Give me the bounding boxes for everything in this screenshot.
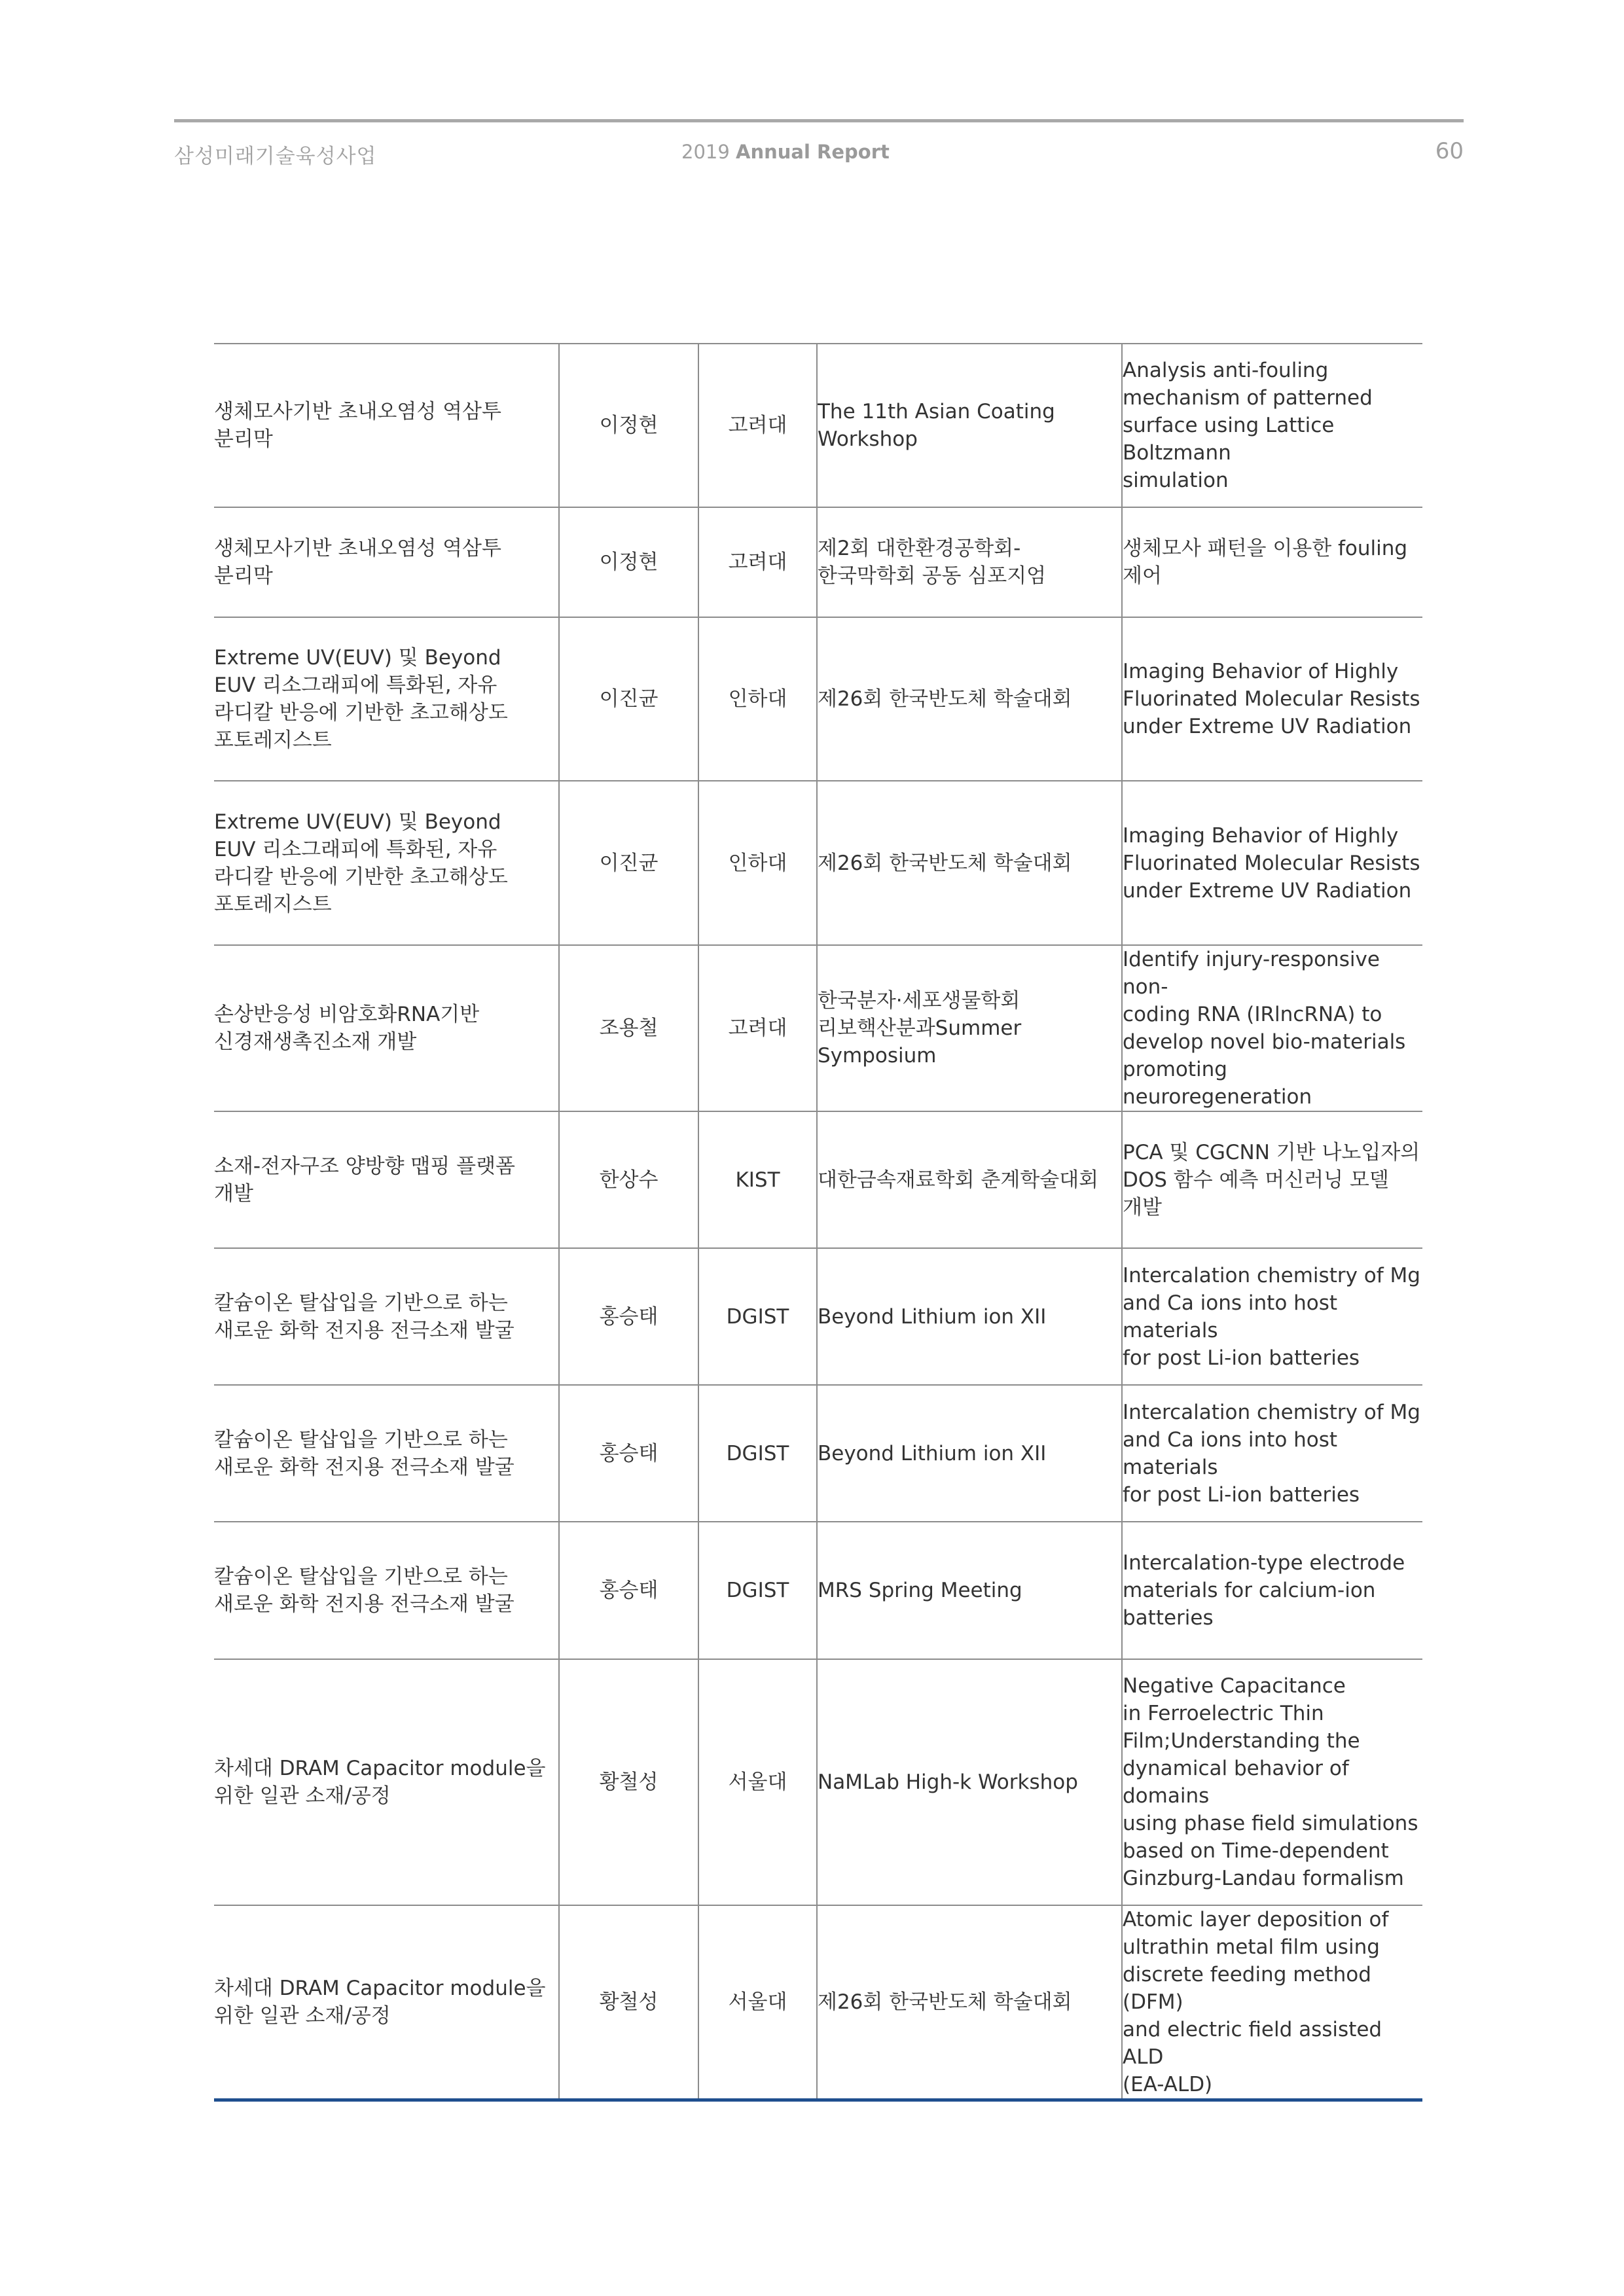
conference-name: 제26회 한국반도체 학술대회 (818, 1990, 1072, 2014)
table-row (214, 945, 1422, 1111)
project-title-cell (214, 1111, 559, 1248)
institution-name: 인하대 (728, 851, 787, 875)
paper-cell (1122, 945, 1422, 1111)
paper-cell (1122, 1385, 1422, 1522)
project-title-cell (214, 1248, 559, 1385)
researcher-name: 조용철 (599, 1016, 659, 1040)
table-row (214, 344, 1422, 507)
institution-cell (698, 617, 817, 781)
researcher-name: 이정현 (599, 550, 659, 574)
paper-title: Negative Capacitance in Ferroelectric Thin Film;Understanding the dynamical behavior of domains using phase field simulations based on Time-dependent Ginzburg-Landau formalism (1123, 1674, 1418, 1890)
project-title-cell (214, 1659, 559, 1905)
project-title-cell (214, 781, 559, 945)
table-row (214, 1385, 1422, 1522)
paper-title: PCA 및 CGCNN 기반 나노입자의 DOS 함수 예측 머신러닝 모델 개발 (1123, 1140, 1420, 1219)
paper-title: Atomic layer deposition of ultrathin metal film using discrete feeding method (DFM) and electric field assisted ALD (EA-ALD) (1123, 1908, 1389, 2096)
project-title: 칼슘이온 탈삽입을 기반으로 하는 새로운 화학 전지용 전극소재 발굴 (214, 1427, 514, 1479)
institution-name: 인하대 (728, 687, 787, 711)
conference-name: MRS Spring Meeting (818, 1579, 1022, 1602)
institution-name: 고려대 (728, 550, 787, 574)
institution-name: 서울대 (728, 1770, 787, 1794)
report-label: Annual Report (736, 141, 890, 163)
institution-cell (698, 1248, 817, 1385)
conference-name: NaMLab High-k Workshop (818, 1770, 1078, 1794)
conference-name: 제2회 대한환경공학회- 한국막학회 공동 심포지엄 (818, 537, 1047, 588)
project-title: 생체모사기반 초내오염성 역삼투 분리막 (214, 537, 501, 588)
institution-cell (698, 1522, 817, 1659)
paper-cell (1122, 781, 1422, 945)
project-title: 소재-전자구조 양방향 맵핑 플랫폼 개발 (214, 1154, 515, 1206)
paper-title: 생체모사 패턴을 이용한 fouling 제어 (1123, 537, 1408, 588)
institution-cell (698, 1659, 817, 1905)
researcher-name: 한상수 (599, 1168, 659, 1192)
paper-title: Imaging Behavior of Highly Fluorinated Molecular Resists under Extreme UV Radiation (1123, 823, 1420, 903)
project-title-cell (214, 1905, 559, 2100)
paper-cell (1122, 507, 1422, 617)
researcher-cell (559, 344, 698, 507)
project-title: 차세대 DRAM Capacitor module을 위한 일관 소재/공정 (214, 1757, 546, 1808)
table-row (214, 1522, 1422, 1659)
conference-name: 한국분자·세포생물학회 리보핵산분과Summer Symposium (818, 989, 1022, 1067)
researcher-cell (559, 1248, 698, 1385)
institution-cell (698, 1905, 817, 2100)
project-title-cell (214, 1385, 559, 1522)
institution-cell (698, 507, 817, 617)
researcher-name: 이진균 (599, 851, 659, 875)
researcher-cell (559, 1905, 698, 2100)
paper-cell (1122, 1248, 1422, 1385)
awards-table-container (214, 343, 1422, 2102)
researcher-name: 홍승태 (599, 1304, 659, 1329)
paper-cell (1122, 1522, 1422, 1659)
project-title-cell (214, 945, 559, 1111)
project-title-cell (214, 1522, 559, 1659)
project-title: 칼슘이온 탈삽입을 기반으로 하는 새로운 화학 전지용 전극소재 발굴 (214, 1291, 514, 1342)
report-year: 2019 (681, 141, 730, 163)
institution-cell (698, 781, 817, 945)
paper-cell (1122, 1905, 1422, 2100)
conference-cell (817, 617, 1122, 781)
project-title-cell (214, 617, 559, 781)
paper-title: Imaging Behavior of Highly Fluorinated Molecular Resists under Extreme UV Radiation (1123, 660, 1420, 738)
institution-cell (698, 344, 817, 507)
researcher-cell (559, 1659, 698, 1905)
table-row (214, 1659, 1422, 1905)
conference-name: 제26회 한국반도체 학술대회 (818, 851, 1072, 875)
researcher-name: 황철성 (599, 1990, 659, 2014)
table-row (214, 781, 1422, 945)
program-name: 삼성미래기술육성사업 (174, 145, 377, 168)
conference-cell (817, 1111, 1122, 1248)
researcher-cell (559, 617, 698, 781)
institution-name: 고려대 (728, 1016, 787, 1040)
institution-cell (698, 1385, 817, 1522)
institution-name: 서울대 (728, 1990, 787, 2014)
researcher-name: 홍승태 (599, 1441, 659, 1465)
researcher-cell (559, 1385, 698, 1522)
conference-cell (817, 1905, 1122, 2100)
paper-title: Intercalation chemistry of Mg and Ca ions into host materials for post Li-ion batteries (1123, 1263, 1420, 1370)
page-number: 60 (1435, 138, 1464, 164)
conference-cell (817, 1385, 1122, 1522)
conference-name: The 11th Asian Coating Workshop (818, 400, 1055, 451)
paper-cell (1122, 1111, 1422, 1248)
conference-cell (817, 1659, 1122, 1905)
project-title: 손상반응성 비암호화RNA기반 신경재생촉진소재 개발 (214, 1003, 480, 1054)
paper-title: Intercalation chemistry of Mg and Ca ions into host materials for post Li-ion batteries (1123, 1400, 1420, 1507)
project-title: 차세대 DRAM Capacitor module을 위한 일관 소재/공정 (214, 1977, 546, 2028)
researcher-cell (559, 507, 698, 617)
awards-table (214, 343, 1422, 2102)
conference-cell (817, 945, 1122, 1111)
conference-name: Beyond Lithium ion XII (818, 1304, 1047, 1329)
researcher-name: 황철성 (599, 1770, 659, 1794)
page-header (174, 119, 1464, 178)
conference-cell (817, 344, 1122, 507)
researcher-cell (559, 1522, 698, 1659)
conference-cell (817, 507, 1122, 617)
paper-cell (1122, 1659, 1422, 1905)
project-title: Extreme UV(EUV) 및 Beyond EUV 리소그래피에 특화된, 자유 라디칼 반응에 기반한 초고해상도 포토레지스트 (214, 646, 508, 752)
table-row (214, 1111, 1422, 1248)
table-row (214, 507, 1422, 617)
researcher-name: 이정현 (599, 414, 659, 437)
paper-title: Intercalation-type electrode materials for calcium-ion batteries (1123, 1551, 1405, 1630)
table-row (214, 1248, 1422, 1385)
project-title-cell (214, 507, 559, 617)
institution-name: DGIST (726, 1441, 789, 1465)
conference-name: 대한금속재료학회 춘계학술대회 (818, 1168, 1099, 1192)
paper-cell (1122, 617, 1422, 781)
report-title (681, 141, 890, 163)
institution-name: DGIST (726, 1579, 789, 1602)
paper-title: Identify injury-responsive non- coding RNA (IRlncRNA) to develop novel bio-materials promoting neuroregeneration (1123, 948, 1406, 1109)
project-title: 칼슘이온 탈삽입을 기반으로 하는 새로운 화학 전지용 전극소재 발굴 (214, 1565, 514, 1616)
institution-name: KIST (735, 1168, 780, 1192)
conference-cell (817, 1248, 1122, 1385)
conference-cell (817, 1522, 1122, 1659)
institution-cell (698, 1111, 817, 1248)
researcher-cell (559, 1111, 698, 1248)
conference-name: Beyond Lithium ion XII (818, 1441, 1047, 1465)
institution-name: 고려대 (728, 414, 787, 437)
project-title-cell (214, 344, 559, 507)
project-title: Extreme UV(EUV) 및 Beyond EUV 리소그래피에 특화된, 자유 라디칼 반응에 기반한 초고해상도 포토레지스트 (214, 810, 508, 916)
conference-name: 제26회 한국반도체 학술대회 (818, 687, 1072, 711)
project-title: 생체모사기반 초내오염성 역삼투 분리막 (214, 400, 501, 451)
researcher-cell (559, 781, 698, 945)
institution-cell (698, 945, 817, 1111)
table-row (214, 1905, 1422, 2100)
institution-name: DGIST (726, 1304, 789, 1329)
researcher-name: 홍승태 (599, 1579, 659, 1602)
researcher-cell (559, 945, 698, 1111)
table-row (214, 617, 1422, 781)
paper-cell (1122, 344, 1422, 507)
paper-title: Analysis anti-fouling mechanism of patterned surface using Lattice Boltzmann simulation (1123, 359, 1373, 492)
researcher-name: 이진균 (599, 687, 659, 711)
conference-cell (817, 781, 1122, 945)
